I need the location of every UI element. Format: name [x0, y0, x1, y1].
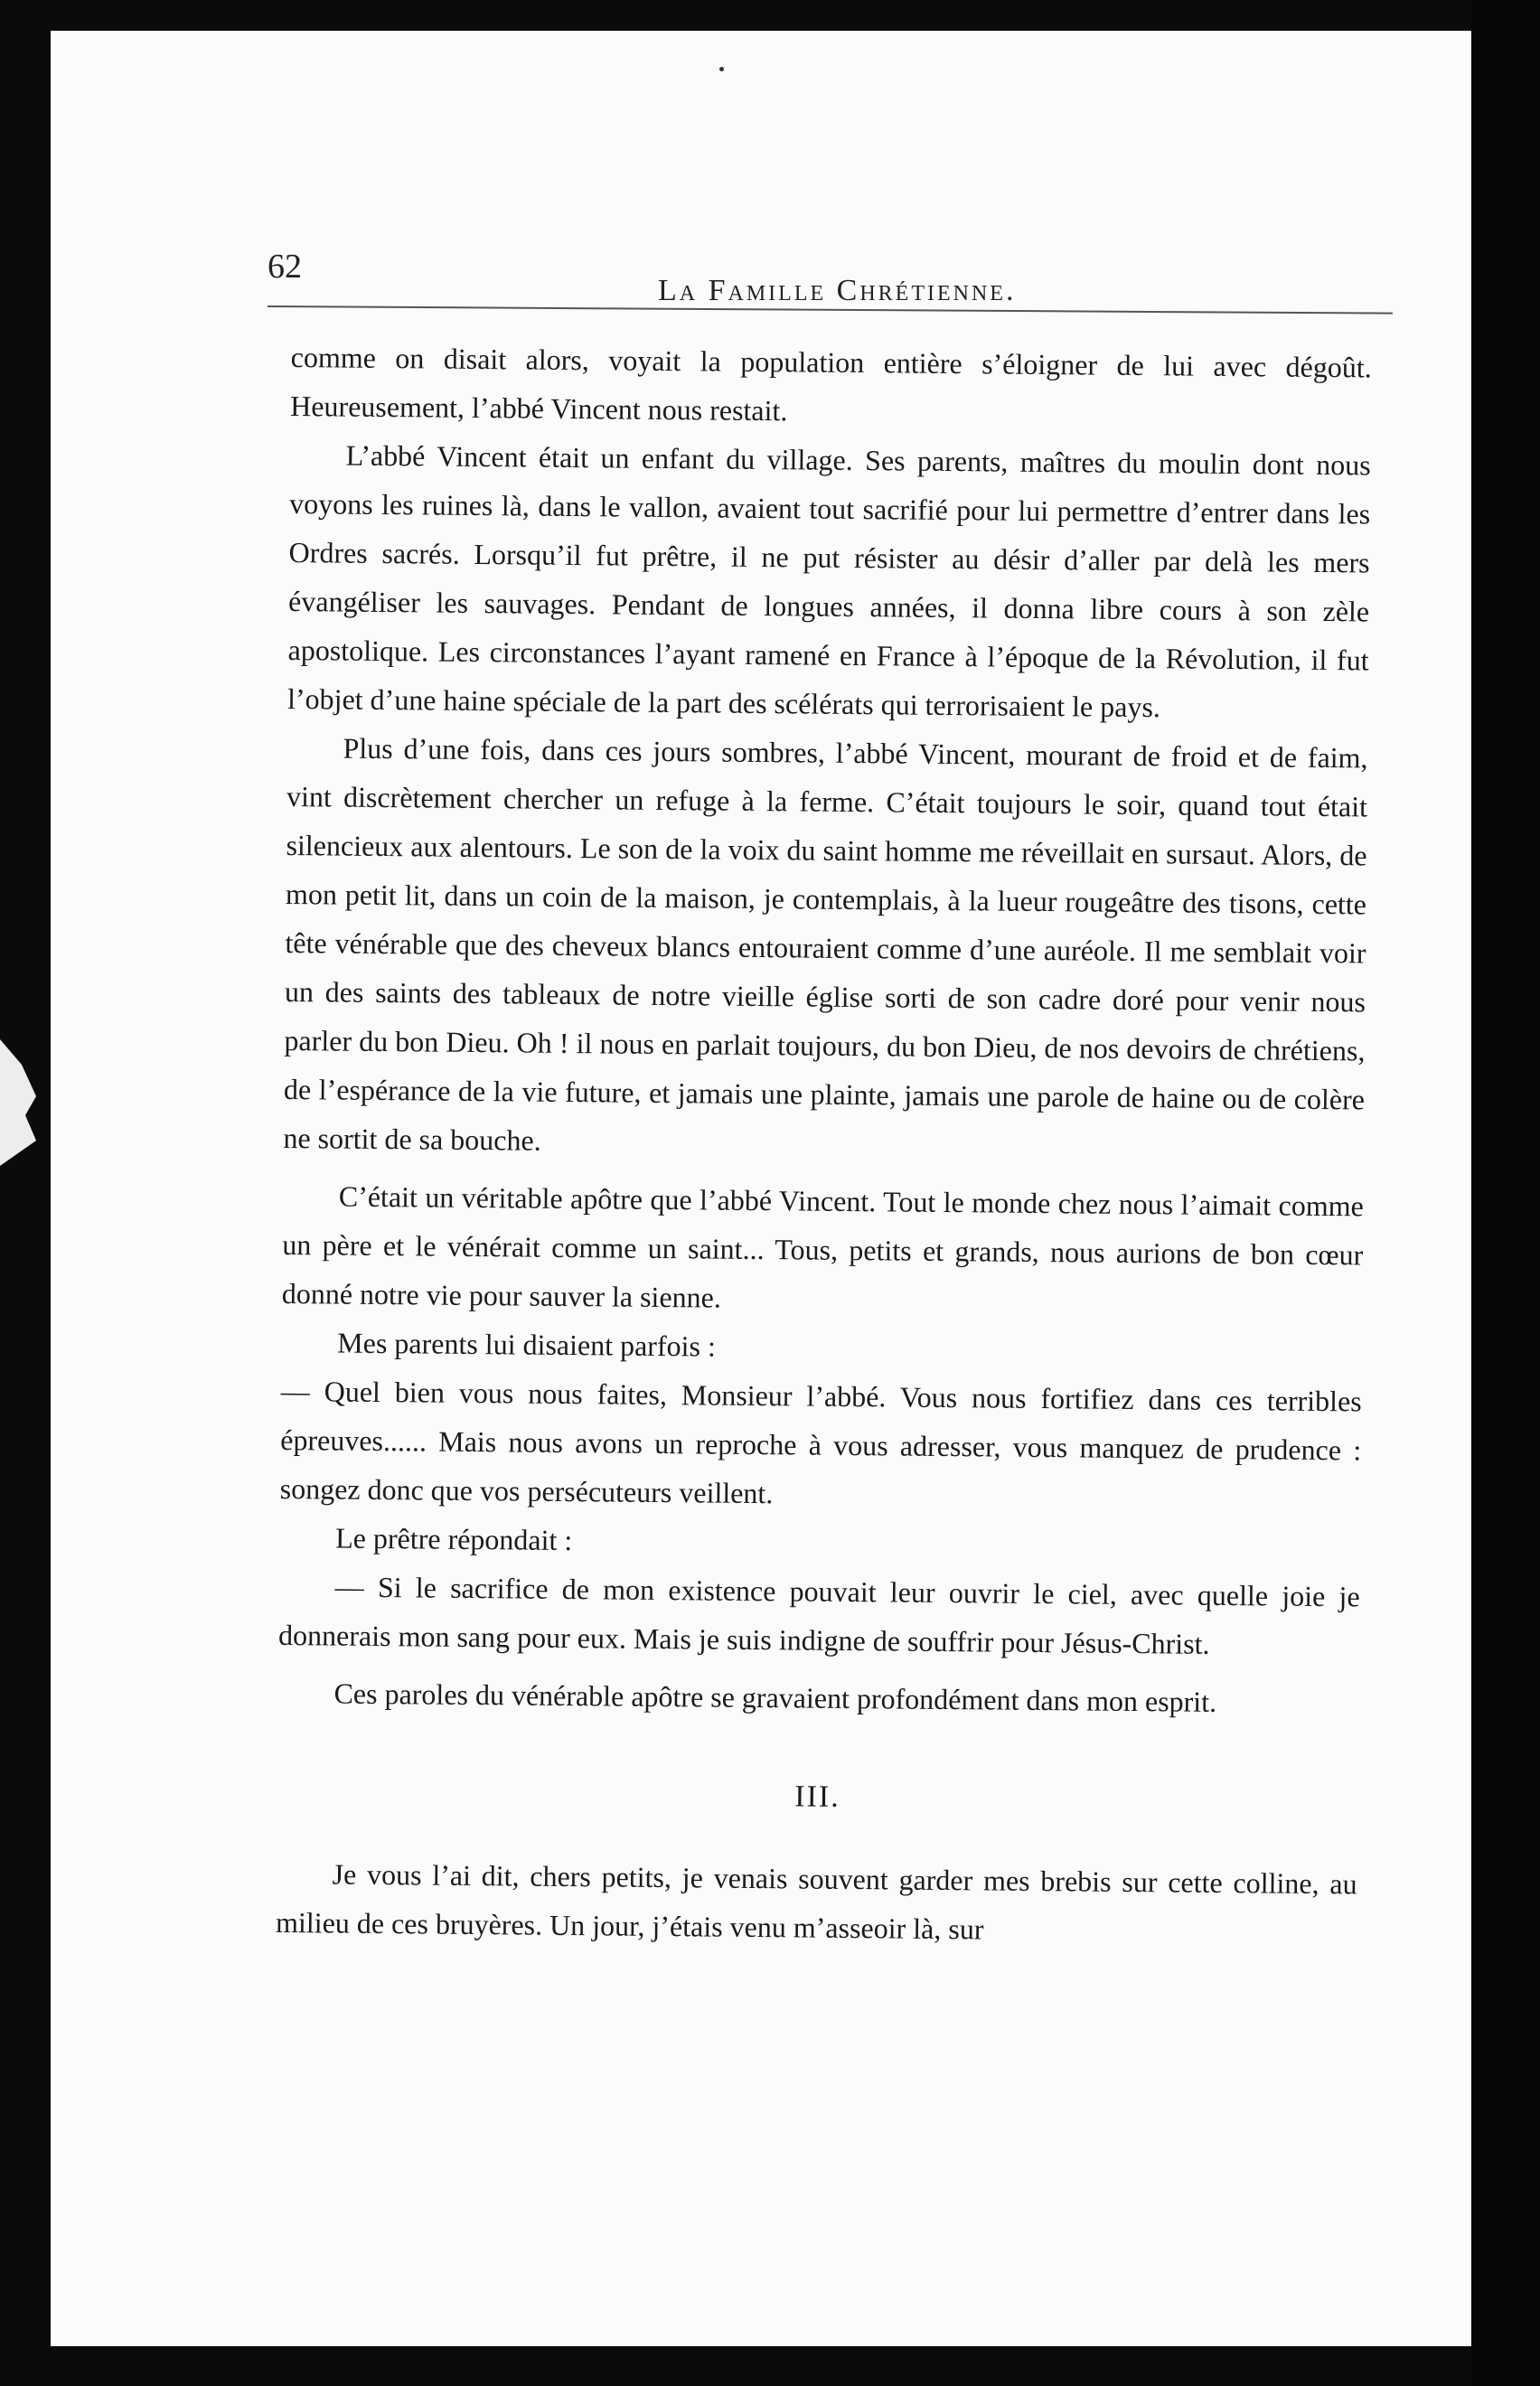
paragraph: C’était un véritable apôtre que l’abbé Vincent. Tout le monde chez nous l’aimait comme un père et le vénérait comme un saint... Tous, petits et grands, nous aurions de bon cœur donné notre vie pour sauver la sienne. — [281, 1179, 1364, 1314]
paragraph: Je vous l’ai dit, chers petits, je venais souvent garder mes brebis sur cette colline, au milieu de ces bruyères. Un jour, j’étais venu m’asseoir là, sur — [275, 1857, 1357, 1946]
page-number: 62 — [268, 248, 302, 286]
paragraph: L’abbé Vincent était un enfant du village. Ses parents, maîtres du moulin dont nous voyons les ruines là, dans le vallon, avaient tout sacrifié pour lui permettre d’entrer dans les Ordres sacrés. Lorsqu’il fut prêtre, il ne put résister au désir d’aller par delà les mers évangéliser les sauvages. Pendant de longues années, il donna libre cours à son zèle apostolique. Les circonstances l’ayant ramené en France à l’époque de la Révolution, il fut l’objet d’une haine spéciale de la part des scélérats qui terrorisaient le pays. — [286, 438, 1371, 724]
paragraph: — Quel bien vous nous faites, Monsieur l’abbé. Vous nous fortifiez dans ces terribles épreuves...... Mais nous avons un reproche à vous adresser, vous manquez de prudence : songez donc que vos persécuteurs veillent. — [279, 1374, 1362, 1510]
body-text — [276, 333, 1372, 1957]
page-header — [268, 234, 1393, 315]
section-heading: III. — [794, 1780, 840, 1814]
paragraph: Le prêtre répondait : — [335, 1521, 573, 1557]
page-tear-mark — [0, 1039, 36, 1166]
running-title: La Famille Chrétienne. — [658, 274, 1017, 307]
dust-speck — [719, 67, 724, 71]
scan-border-right — [1471, 0, 1540, 2386]
paragraph: Ces paroles du vénérable apôtre se gravaient profondément dans mon esprit. — [333, 1677, 1217, 1718]
paragraph: Plus d’une fois, dans ces jours sombres, l’abbé Vincent, mourant de froid et de faim, vint discrètement chercher un refuge à la ferme. C’était toujours le soir, quand tout était silencieux aux alentours. Le son de la voix du saint homme me réveillait en sursaut. Alors, de mon petit lit, dans un coin de la maison, je contemplais, à la lueur rougeâtre des tisons, cette tête vénérable que des cheveux blancs entouraient comme d’une auréole. Il me semblait voir un des saints des tableaux de notre vieille église sorti de son cadre doré pour venir nous parler du bon Dieu. Oh ! il nous en parlait toujours, du bon Dieu, de nos devoirs de chrétiens, de l’espérance de la vie future, et jamais une plainte, jamais une parole de haine ou de colère ne sortit de sa bouche. — [283, 731, 1368, 1157]
scanned-page — [51, 31, 1474, 2346]
paragraph: — Si le sacrifice de mon existence pouvait leur ouvrir le ciel, avec quelle joie je donnerais mon sang pour eux. Mais je suis indigne de souffrir pour Jésus-Christ. — [277, 1570, 1360, 1660]
paragraph: comme on disait alors, voyait la population entière s’éloigner de lui avec dégoût. Heureusement, l’abbé Vincent nous restait. — [290, 340, 1372, 427]
paragraph: Mes parents lui disaient parfois : — [337, 1326, 717, 1363]
